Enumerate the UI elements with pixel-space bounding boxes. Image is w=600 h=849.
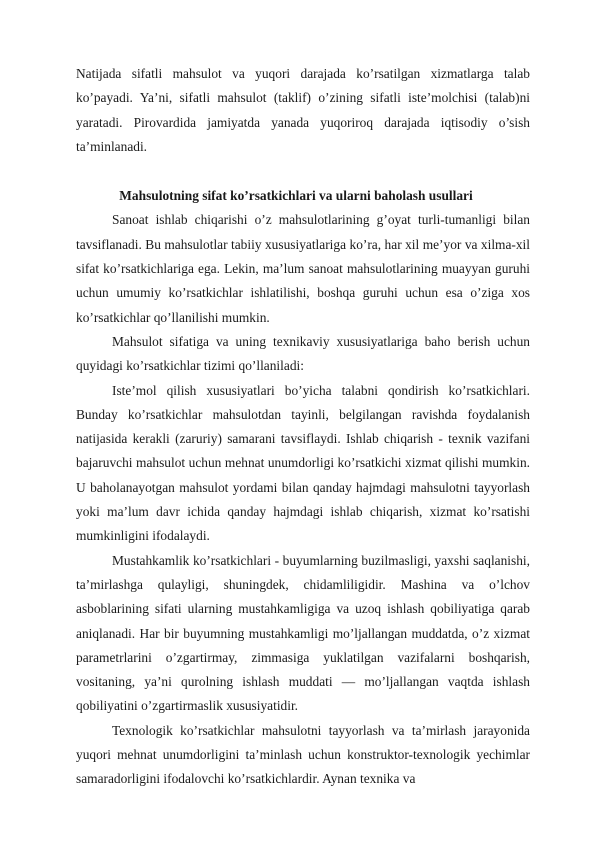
paragraph-durability-indicators: Mustahkamlik ko’rsatkichlari - buyumlarning buzilmasligi, yaxshi saqlanishi, ta’mirlashga qulayligi, shuningdek, chidamliligidir. Mashina va o’lchov asboblarining sifati ularning mustahkamligiga va uzoq ishlash qobiliyatiga qarab aniqlanadi. Har bir buyumning mustahkamligi mo’ljallangan muddatda, o’z xizmat parametrlarini o’zgartirmay, zimmasiga yuklatilgan vazifalarni boshqarish, vositaning, ya’ni qurolning ishlash muddati — mo’ljallangan vaqtda ishlash qobiliyatini o’zgartirmaslik xususiyatidir. xyxy=(76,552,530,714)
section-heading: Mahsulotning sifat ko’rsatkichlari va ularni baholash usullari xyxy=(119,188,473,204)
document-page xyxy=(76,62,530,792)
paragraph-indicator-system: Mahsulot sifatiga va uning texnikaviy xususiyatlariga baho berish uchun quyidagi ko’rsatkichlar tizimi qo’llaniladi: xyxy=(76,333,530,374)
paragraph-technological-indicators: Texnologik ko’rsatkichlar mahsulotni tayyorlash va ta’mirlash jarayonida yuqori mehnat unumdorligini ta’minlash uchun konstruktor-texnologik yechimlar samaradorligini ifodalovchi ko’rsatkichlardir. Aynan texnika va xyxy=(76,722,530,787)
paragraph-consumption-indicators: Iste’mol qilish xususiyatlari bo’yicha talabni qondirish ko’rsatkichlari. Bunday ko’rsatkichlar mahsulotdan tayinli, belgilangan ravishda foydalanish natijasida kerakli (zaruriy) samarani tavsiflaydi. Ishlab chiqarish - texnik vazifani bajaruvchi mahsulot uchun mehnat unumdorligi ko’rsatkichi xizmat qilishi mumkin. U baholanayotgan mahsulot yordami bilan qanday hajmdagi mahsulotni tayyorlash yoki ma’lum davr ichida qanday hajmdagi ishlab chiqarish, xizmat ko’rsatishi mumkinligini ifodalaydi. xyxy=(76,382,530,544)
paragraph-overview: Sanoat ishlab chiqarishi o’z mahsulotlarining g’oyat turli-tumanligi bilan tavsiflanadi. Bu mahsulotlar tabiiy xususiyatlariga ko’ra, har xil me’yor va xilma-xil sifat ko’rsatkichlariga ega. Lekin, ma’lum sanoat mahsulotlarining muayyan guruhi uchun umumiy ko’rsatkichlar ishlatilishi, boshqa guruhi uchun esa o’ziga xos ko’rsatkichlar qo’llanilishi mumkin. xyxy=(76,212,530,325)
intro-paragraph: Natijada sifatli mahsulot va yuqori darajada ko’rsatilgan xizmatlarga talab ko’payadi. Ya’ni, sifatli mahsulot (taklif) o’zining sifatli iste’molchisi (talab)ni yaratadi. Pirovardida jamiyatda yanada yuqoriroq darajada iqtisodiy o’sish ta’minlanadi. xyxy=(76,66,530,154)
